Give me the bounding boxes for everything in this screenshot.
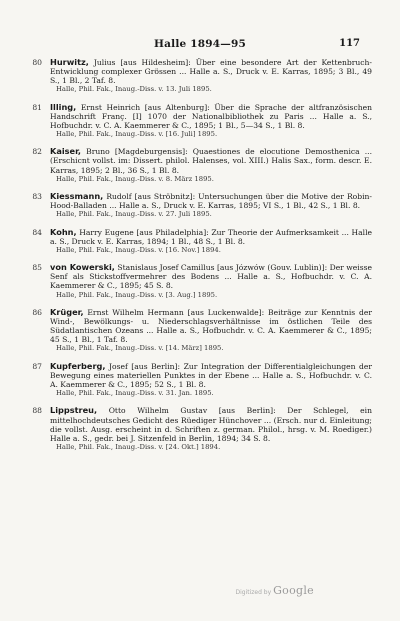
entry-author: Krüger,: [50, 306, 84, 317]
digitized-watermark: [235, 584, 314, 597]
entry-number: 86: [32, 307, 42, 317]
list-item: [20, 406, 372, 451]
entry-note: Halle, Phil. Fak., Inaug.-Diss. v. [16. Nov.] 1894.: [56, 245, 221, 254]
entry-note: Halle, Phil. Fak., Inaug.-Diss. v. 31. Jan. 1895.: [56, 389, 214, 397]
entry-citation: [50, 147, 372, 174]
list-item: [20, 228, 372, 255]
entry-number: 82: [32, 147, 42, 157]
entry-author: Lippstreu,: [50, 405, 98, 416]
entry-number: 87: [32, 361, 42, 371]
entry-note: Halle, Phil. Fak., Inaug.-Diss. v. 13. Juli 1895.: [56, 85, 212, 94]
entry-note: Halle, Phil. Fak., Inaug.-Diss. v. 27. Juli 1895.: [56, 210, 212, 219]
entry-author: Kaiser,: [50, 146, 82, 157]
list-item: [20, 103, 372, 139]
entry-number: 81: [32, 102, 42, 112]
entry-author: Illing,: [50, 101, 77, 112]
entry-citation: [50, 192, 372, 210]
list-item: [20, 192, 372, 219]
entry-number: 85: [32, 263, 42, 273]
entry-number: 80: [32, 58, 42, 67]
entry-author: Kohn,: [50, 226, 77, 237]
entry-author: Hurwitz,: [50, 57, 89, 67]
entry-body: Otto Wilhelm Gustav [aus Berlin]: Der Schlegel, ein mittelhochdeutsches Gedicht des Rüediger Hünchover ... (Ersch. nur d. Einleitung; die vollst. Ausg. erscheint in d. Schriften z. german. Philol., hrsg. v. M. Roediger.) Halle a. S., gedr. bei J. Sitzenfeld in Berlin, 1894; 34 S. 8.: [50, 406, 372, 443]
entry-note: Halle, Phil. Fak., Inaug.-Diss. v. [14. März] 1895.: [56, 344, 224, 353]
google-logo: Google: [273, 584, 314, 597]
entry-body: Rudolf [aus Ströbnitz]: Untersuchungen über die Motive der Robin-Hood-Balladen ... Halle a. S., Druck v. E. Karras, 1895; VI S., 1 Bl., 42 S., 1 Bl. 8.: [50, 192, 372, 211]
entry-number: 83: [32, 192, 42, 202]
entry-body: Harry Eugene [aus Philadelphia]: Zur Theorie der Aufmerksamkeit ... Halle a. S., Druck v. E. Karras, 1894; 1 Bl., 48 S., 1 Bl. 8.: [50, 227, 373, 246]
list-item: [20, 308, 372, 353]
entry-note: Halle, Phil. Fak., Inaug.-Diss. v. [24. Okt.] 1894.: [56, 442, 221, 451]
page-number: 117: [339, 38, 360, 49]
page-title: Halle 1894—95: [154, 38, 246, 50]
list-item: [20, 362, 372, 398]
entry-body: Bruno [Magdeburgensis]: Quaestiones de elocutione Demosthenica ... (Erschicnt vollst. im: Dissert. philol. Halenses, vol. XIII.) Halis Sax., form. descr. E. Karras, 1895; 2 Bl., 36 S., 1 Bl. 8.: [50, 147, 372, 175]
entry-note: Halle, Phil. Fak., Inaug.-Diss. v. [16. Juli] 1895.: [56, 129, 218, 138]
entry-citation: [50, 58, 372, 85]
entry-body: Julius [aus Hildesheim]: Über eine besondere Art der Kettenbruch-Entwicklung complexer Grössen ... Halle a. S., Druck v. E. Karras, 1895; 3 Bl., 49 S., 1 Bl., 2 Taf. 8.: [50, 58, 372, 86]
entry-author: Kupferberg,: [50, 360, 106, 371]
entry-citation: [50, 263, 372, 290]
entry-number: 88: [32, 406, 42, 416]
entry-citation: [50, 406, 372, 442]
entry-citation: [50, 103, 372, 130]
entry-citation: [50, 362, 372, 389]
entry-list: [20, 58, 372, 460]
entry-citation: [50, 228, 372, 246]
list-item: [20, 58, 372, 94]
list-item: [20, 263, 372, 299]
entry-note: Halle, Phil. Fak., Inaug.-Diss. v. 8. März 1895.: [56, 174, 214, 183]
digitized-by-label: Digitized by: [235, 589, 272, 596]
entry-body: Josef [aus Berlin]: Zur Integration der Differentialgleichungen der Bewegung eines materiellen Punktes in der Ebene ... Halle a. S., Hofbuchdr. v. C. A. Kaemmerer & C., 1895; 52 S., 1 Bl. 8.: [50, 361, 372, 389]
entry-number: 84: [32, 227, 42, 237]
list-item: [20, 147, 372, 183]
entry-body: Stanislaus Josef Camillus [aus Józwów (Gouv. Lublin)]: Der weisse Senf als Stickstoffvermehrer des Bodens ... Halle a. S., Hofbuchdr. v. C. A. Kaemmerer & C., 1895; 45 S. 8.: [50, 263, 372, 291]
entry-author: Kiessmann,: [50, 191, 104, 202]
entry-author: von Kowerski,: [50, 262, 115, 273]
page-header: [40, 38, 360, 50]
entry-note: Halle, Phil. Fak., Inaug.-Diss. v. [3. Aug.] 1895.: [56, 290, 218, 299]
entry-body: Ernst Heinrich [aus Altenburg]: Über die Sprache der altfranzösischen Handschrift Franç. [I] 1070 der Nationalbibliothek zu Paris ... Halle a. S., Hofbuchdr. v. C. A. Kaemmerer & C., 1895; 1 Bl., 5—34 S., 1 Bl. 8.: [50, 102, 372, 130]
entry-body: Ernst Wilhelm Hermann [aus Luckenwalde]: Beiträge zur Kenntnis der Wind-, Bewölkungs- u. Niederschlagsverhältnisse im östlichen Teile des Südatlantischen Ozeans ... Halle a. S., Hofbuchdr. v. C. A. Kaemmerer & C., 1895; 45 S., 1 Bl., 1 Taf. 8.: [50, 307, 372, 345]
entry-citation: [50, 308, 372, 344]
